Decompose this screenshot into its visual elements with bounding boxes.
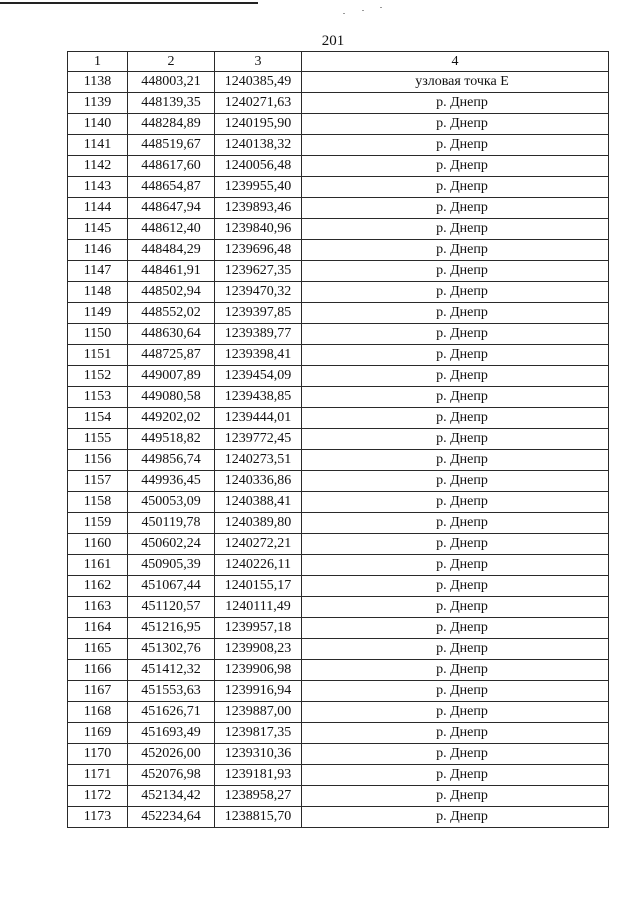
cell-description: р. Днепр	[302, 429, 609, 450]
cell-x-coordinate: 448284,89	[128, 114, 215, 135]
cell-point-number: 1141	[68, 135, 128, 156]
table-row	[68, 408, 609, 429]
cell-point-number: 1168	[68, 702, 128, 723]
cell-y-coordinate: 1239454,09	[215, 366, 302, 387]
cell-description: р. Днепр	[302, 366, 609, 387]
table-row	[68, 135, 609, 156]
table-row	[68, 282, 609, 303]
cell-x-coordinate: 451693,49	[128, 723, 215, 744]
cell-description: р. Днепр	[302, 408, 609, 429]
cell-y-coordinate: 1240271,63	[215, 93, 302, 114]
cell-description: р. Днепр	[302, 618, 609, 639]
cell-x-coordinate: 451302,76	[128, 639, 215, 660]
table-row	[68, 345, 609, 366]
cell-point-number: 1148	[68, 282, 128, 303]
cell-x-coordinate: 452234,64	[128, 807, 215, 828]
cell-point-number: 1143	[68, 177, 128, 198]
cell-point-number: 1149	[68, 303, 128, 324]
cell-y-coordinate: 1239397,85	[215, 303, 302, 324]
cell-y-coordinate: 1239772,45	[215, 429, 302, 450]
cell-point-number: 1155	[68, 429, 128, 450]
cell-description: р. Днепр	[302, 261, 609, 282]
cell-point-number: 1154	[68, 408, 128, 429]
page-number: 201	[321, 33, 345, 49]
cell-y-coordinate: 1239696,48	[215, 240, 302, 261]
cell-description: р. Днепр	[302, 135, 609, 156]
cell-description: р. Днепр	[302, 324, 609, 345]
table-row	[68, 702, 609, 723]
cell-x-coordinate: 452026,00	[128, 744, 215, 765]
cell-x-coordinate: 448725,87	[128, 345, 215, 366]
cell-y-coordinate: 1240336,86	[215, 471, 302, 492]
cell-x-coordinate: 448612,40	[128, 219, 215, 240]
cell-y-coordinate: 1239438,85	[215, 387, 302, 408]
cell-x-coordinate: 451553,63	[128, 681, 215, 702]
table-row	[68, 72, 609, 93]
cell-x-coordinate: 451626,71	[128, 702, 215, 723]
table-row	[68, 807, 609, 828]
cell-description: р. Днепр	[302, 471, 609, 492]
cell-description: р. Днепр	[302, 93, 609, 114]
cell-point-number: 1162	[68, 576, 128, 597]
table-row	[68, 450, 609, 471]
cell-y-coordinate: 1238958,27	[215, 786, 302, 807]
table-row	[68, 156, 609, 177]
cell-y-coordinate: 1240272,21	[215, 534, 302, 555]
table-row	[68, 324, 609, 345]
table-row	[68, 240, 609, 261]
cell-y-coordinate: 1240056,48	[215, 156, 302, 177]
cell-y-coordinate: 1239470,32	[215, 282, 302, 303]
cell-y-coordinate: 1240388,41	[215, 492, 302, 513]
table-row	[68, 366, 609, 387]
cell-y-coordinate: 1239310,36	[215, 744, 302, 765]
cell-description: р. Днепр	[302, 282, 609, 303]
cell-y-coordinate: 1240138,32	[215, 135, 302, 156]
cell-description: р. Днепр	[302, 198, 609, 219]
cell-y-coordinate: 1239444,01	[215, 408, 302, 429]
cell-description: р. Днепр	[302, 345, 609, 366]
cell-point-number: 1161	[68, 555, 128, 576]
table-row	[68, 219, 609, 240]
cell-y-coordinate: 1239398,41	[215, 345, 302, 366]
table-row	[68, 576, 609, 597]
cell-x-coordinate: 448617,60	[128, 156, 215, 177]
cell-description: р. Днепр	[302, 702, 609, 723]
table-row	[68, 177, 609, 198]
scan-speck	[380, 7, 382, 8]
cell-y-coordinate: 1239908,23	[215, 639, 302, 660]
cell-x-coordinate: 451067,44	[128, 576, 215, 597]
cell-x-coordinate: 450119,78	[128, 513, 215, 534]
table-row	[68, 639, 609, 660]
cell-x-coordinate: 449856,74	[128, 450, 215, 471]
cell-point-number: 1164	[68, 618, 128, 639]
cell-x-coordinate: 449936,45	[128, 471, 215, 492]
header-cell-y: 3	[215, 52, 302, 72]
cell-x-coordinate: 448630,64	[128, 324, 215, 345]
cell-y-coordinate: 1239817,35	[215, 723, 302, 744]
header-cell-x: 2	[128, 52, 215, 72]
cell-description: р. Днепр	[302, 240, 609, 261]
cell-description: р. Днепр	[302, 114, 609, 135]
table-row	[68, 597, 609, 618]
cell-point-number: 1150	[68, 324, 128, 345]
scan-speck	[362, 10, 364, 11]
scan-edge-rule	[0, 2, 258, 4]
cell-x-coordinate: 449007,89	[128, 366, 215, 387]
cell-point-number: 1158	[68, 492, 128, 513]
cell-description: р. Днепр	[302, 576, 609, 597]
table-row	[68, 534, 609, 555]
cell-description: р. Днепр	[302, 156, 609, 177]
cell-x-coordinate: 448461,91	[128, 261, 215, 282]
cell-description: р. Днепр	[302, 303, 609, 324]
cell-description: р. Днепр	[302, 723, 609, 744]
cell-y-coordinate: 1239916,94	[215, 681, 302, 702]
cell-point-number: 1163	[68, 597, 128, 618]
cell-y-coordinate: 1240226,11	[215, 555, 302, 576]
cell-y-coordinate: 1240389,80	[215, 513, 302, 534]
cell-point-number: 1145	[68, 219, 128, 240]
cell-y-coordinate: 1240155,17	[215, 576, 302, 597]
cell-x-coordinate: 449518,82	[128, 429, 215, 450]
cell-description: р. Днепр	[302, 744, 609, 765]
cell-y-coordinate: 1239887,00	[215, 702, 302, 723]
cell-description: р. Днепр	[302, 807, 609, 828]
cell-y-coordinate: 1240111,49	[215, 597, 302, 618]
cell-point-number: 1167	[68, 681, 128, 702]
table-row	[68, 492, 609, 513]
cell-x-coordinate: 448003,21	[128, 72, 215, 93]
cell-description: узловая точка Е	[302, 72, 609, 93]
cell-description: р. Днепр	[302, 681, 609, 702]
cell-point-number: 1157	[68, 471, 128, 492]
cell-y-coordinate: 1239840,96	[215, 219, 302, 240]
table-row	[68, 198, 609, 219]
cell-x-coordinate: 450905,39	[128, 555, 215, 576]
cell-point-number: 1147	[68, 261, 128, 282]
cell-point-number: 1138	[68, 72, 128, 93]
cell-description: р. Днепр	[302, 450, 609, 471]
cell-y-coordinate: 1240195,90	[215, 114, 302, 135]
cell-point-number: 1146	[68, 240, 128, 261]
cell-point-number: 1173	[68, 807, 128, 828]
table-row	[68, 681, 609, 702]
cell-y-coordinate: 1239389,77	[215, 324, 302, 345]
cell-x-coordinate: 448519,67	[128, 135, 215, 156]
cell-description: р. Днепр	[302, 492, 609, 513]
cell-point-number: 1152	[68, 366, 128, 387]
header-cell-description: 4	[302, 52, 609, 72]
cell-description: р. Днепр	[302, 177, 609, 198]
cell-x-coordinate: 450053,09	[128, 492, 215, 513]
table-header-row	[68, 52, 609, 72]
cell-description: р. Днепр	[302, 639, 609, 660]
table-row	[68, 555, 609, 576]
cell-y-coordinate: 1238815,70	[215, 807, 302, 828]
cell-y-coordinate: 1239627,35	[215, 261, 302, 282]
cell-description: р. Днепр	[302, 513, 609, 534]
table-row	[68, 471, 609, 492]
cell-point-number: 1165	[68, 639, 128, 660]
cell-point-number: 1142	[68, 156, 128, 177]
cell-description: р. Днепр	[302, 765, 609, 786]
table-row	[68, 765, 609, 786]
cell-point-number: 1166	[68, 660, 128, 681]
cell-x-coordinate: 448654,87	[128, 177, 215, 198]
cell-x-coordinate: 449080,58	[128, 387, 215, 408]
table-row	[68, 114, 609, 135]
cell-description: р. Днепр	[302, 597, 609, 618]
cell-x-coordinate: 452076,98	[128, 765, 215, 786]
table-row	[68, 303, 609, 324]
table-row	[68, 618, 609, 639]
cell-point-number: 1156	[68, 450, 128, 471]
cell-y-coordinate: 1239181,93	[215, 765, 302, 786]
table-row	[68, 660, 609, 681]
cell-y-coordinate: 1240385,49	[215, 72, 302, 93]
table-row	[68, 93, 609, 114]
cell-y-coordinate: 1239906,98	[215, 660, 302, 681]
cell-point-number: 1159	[68, 513, 128, 534]
table-row	[68, 429, 609, 450]
cell-y-coordinate: 1239893,46	[215, 198, 302, 219]
cell-point-number: 1160	[68, 534, 128, 555]
cell-point-number: 1172	[68, 786, 128, 807]
cell-description: р. Днепр	[302, 219, 609, 240]
cell-x-coordinate: 449202,02	[128, 408, 215, 429]
cell-point-number: 1144	[68, 198, 128, 219]
table-row	[68, 723, 609, 744]
cell-x-coordinate: 448552,02	[128, 303, 215, 324]
cell-description: р. Днепр	[302, 387, 609, 408]
cell-point-number: 1170	[68, 744, 128, 765]
table-row	[68, 744, 609, 765]
cell-y-coordinate: 1239957,18	[215, 618, 302, 639]
table-row	[68, 513, 609, 534]
cell-x-coordinate: 451216,95	[128, 618, 215, 639]
table-row	[68, 261, 609, 282]
cell-x-coordinate: 448502,94	[128, 282, 215, 303]
cell-y-coordinate: 1240273,51	[215, 450, 302, 471]
cell-y-coordinate: 1239955,40	[215, 177, 302, 198]
cell-point-number: 1151	[68, 345, 128, 366]
coordinates-table	[67, 51, 609, 828]
cell-x-coordinate: 451120,57	[128, 597, 215, 618]
cell-x-coordinate: 452134,42	[128, 786, 215, 807]
cell-description: р. Днепр	[302, 660, 609, 681]
cell-point-number: 1140	[68, 114, 128, 135]
cell-description: р. Днепр	[302, 555, 609, 576]
cell-point-number: 1169	[68, 723, 128, 744]
cell-x-coordinate: 448484,29	[128, 240, 215, 261]
cell-x-coordinate: 451412,32	[128, 660, 215, 681]
cell-point-number: 1139	[68, 93, 128, 114]
table-row	[68, 786, 609, 807]
table-row	[68, 387, 609, 408]
cell-description: р. Днепр	[302, 534, 609, 555]
cell-description: р. Днепр	[302, 786, 609, 807]
cell-point-number: 1153	[68, 387, 128, 408]
cell-x-coordinate: 448647,94	[128, 198, 215, 219]
cell-x-coordinate: 450602,24	[128, 534, 215, 555]
scan-speck	[343, 13, 345, 14]
cell-x-coordinate: 448139,35	[128, 93, 215, 114]
header-cell-number: 1	[68, 52, 128, 72]
cell-point-number: 1171	[68, 765, 128, 786]
